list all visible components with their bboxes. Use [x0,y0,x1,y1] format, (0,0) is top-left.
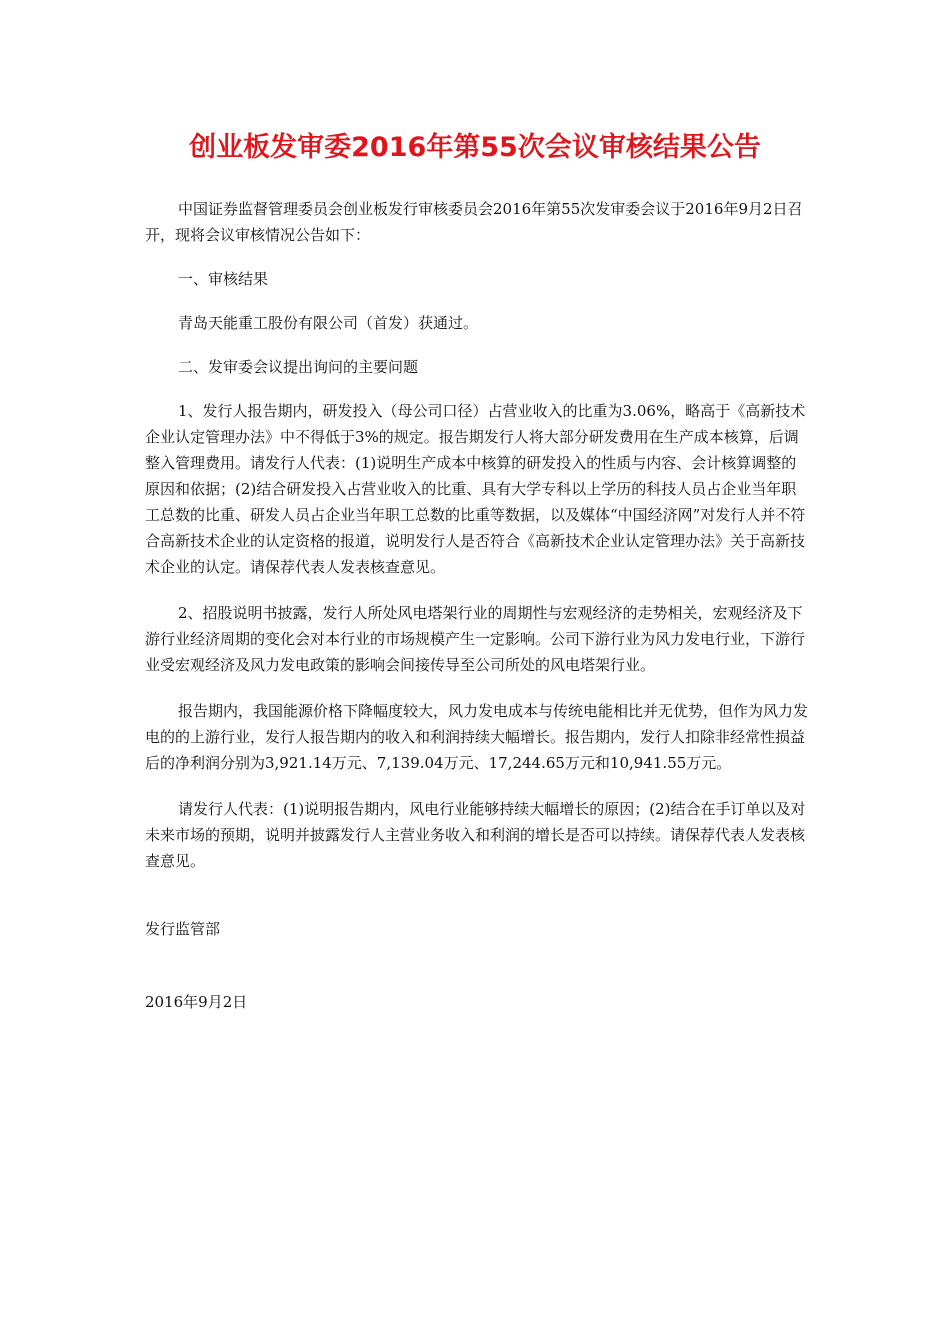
section-heading-review-result: 一、审核结果 [178,270,269,288]
signature-date: 2016年9月2日 [145,993,248,1011]
signature-department: 发行监管部 [145,920,221,938]
question-2-context-paragraph: 报告期内，我国能源价格下降幅度较大，风力发电成本与传统电能相比并无优势，但作为风力发电的的上游行业，发行人报告期内的收入和利润持续大幅增长。报告期内，发行人扣除非经常性损益后的净利润分别为3,921.14万元、7,139.04万元、17,244.65万元和10,941.55万元。 [145,702,809,772]
document-title: 创业板发审委2016年第55次会议审核结果公告 [189,132,761,163]
intro-paragraph: 中国证券监督管理委员会创业板发行审核委员会2016年第55次发审委会议于2016年9月2日召开，现将会议审核情况公告如下： [145,200,803,244]
section-heading-questions: 二、发审委会议提出询问的主要问题 [178,358,419,376]
question-2-request-paragraph: 请发行人代表：(1)说明报告期内，风电行业能够持续大幅增长的原因；(2)结合在手订单以及对未来市场的预期，说明并披露发行人主营业务收入和利润的增长是否可以持续。请保荐代表人发表核查意见。 [145,800,806,870]
question-1-paragraph: 1、发行人报告期内，研发投入（母公司口径）占营业收入的比重为3.06%，略高于《高新技术企业认定管理办法》中不得低于3%的规定。报告期发行人将大部分研发费用在生产成本核算，后调整入管理费用。请发行人代表：(1)说明生产成本中核算的研发投入的性质与内容、会计核算调整的原因和依据；(2)结合研发投入占营业收入的比重、具有大学专科以上学历的科技人员占企业当年职工总数的比重、研发人员占企业当年职工总数的比重等数据，以及媒体“中国经济网”对发行人并不符合高新技术企业的认定资格的报道，说明发行人是否符合《高新技术企业认定管理办法》关于高新技术企业的认定。请保荐代表人发表核查意见。 [145,402,806,576]
document-body [145,196,810,1015]
question-2-paragraph: 2、招股说明书披露，发行人所处风电塔架行业的周期性与宏观经济的走势相关，宏观经济及下游行业经济周期的变化会对本行业的市场规模产生一定影响。公司下游行业为风力发电行业，下游行业受宏观经济及风力发电政策的影响会间接传导至公司所处的风电塔架行业。 [145,604,806,674]
review-result-paragraph: 青岛天能重工股份有限公司（首发）获通过。 [178,314,479,332]
